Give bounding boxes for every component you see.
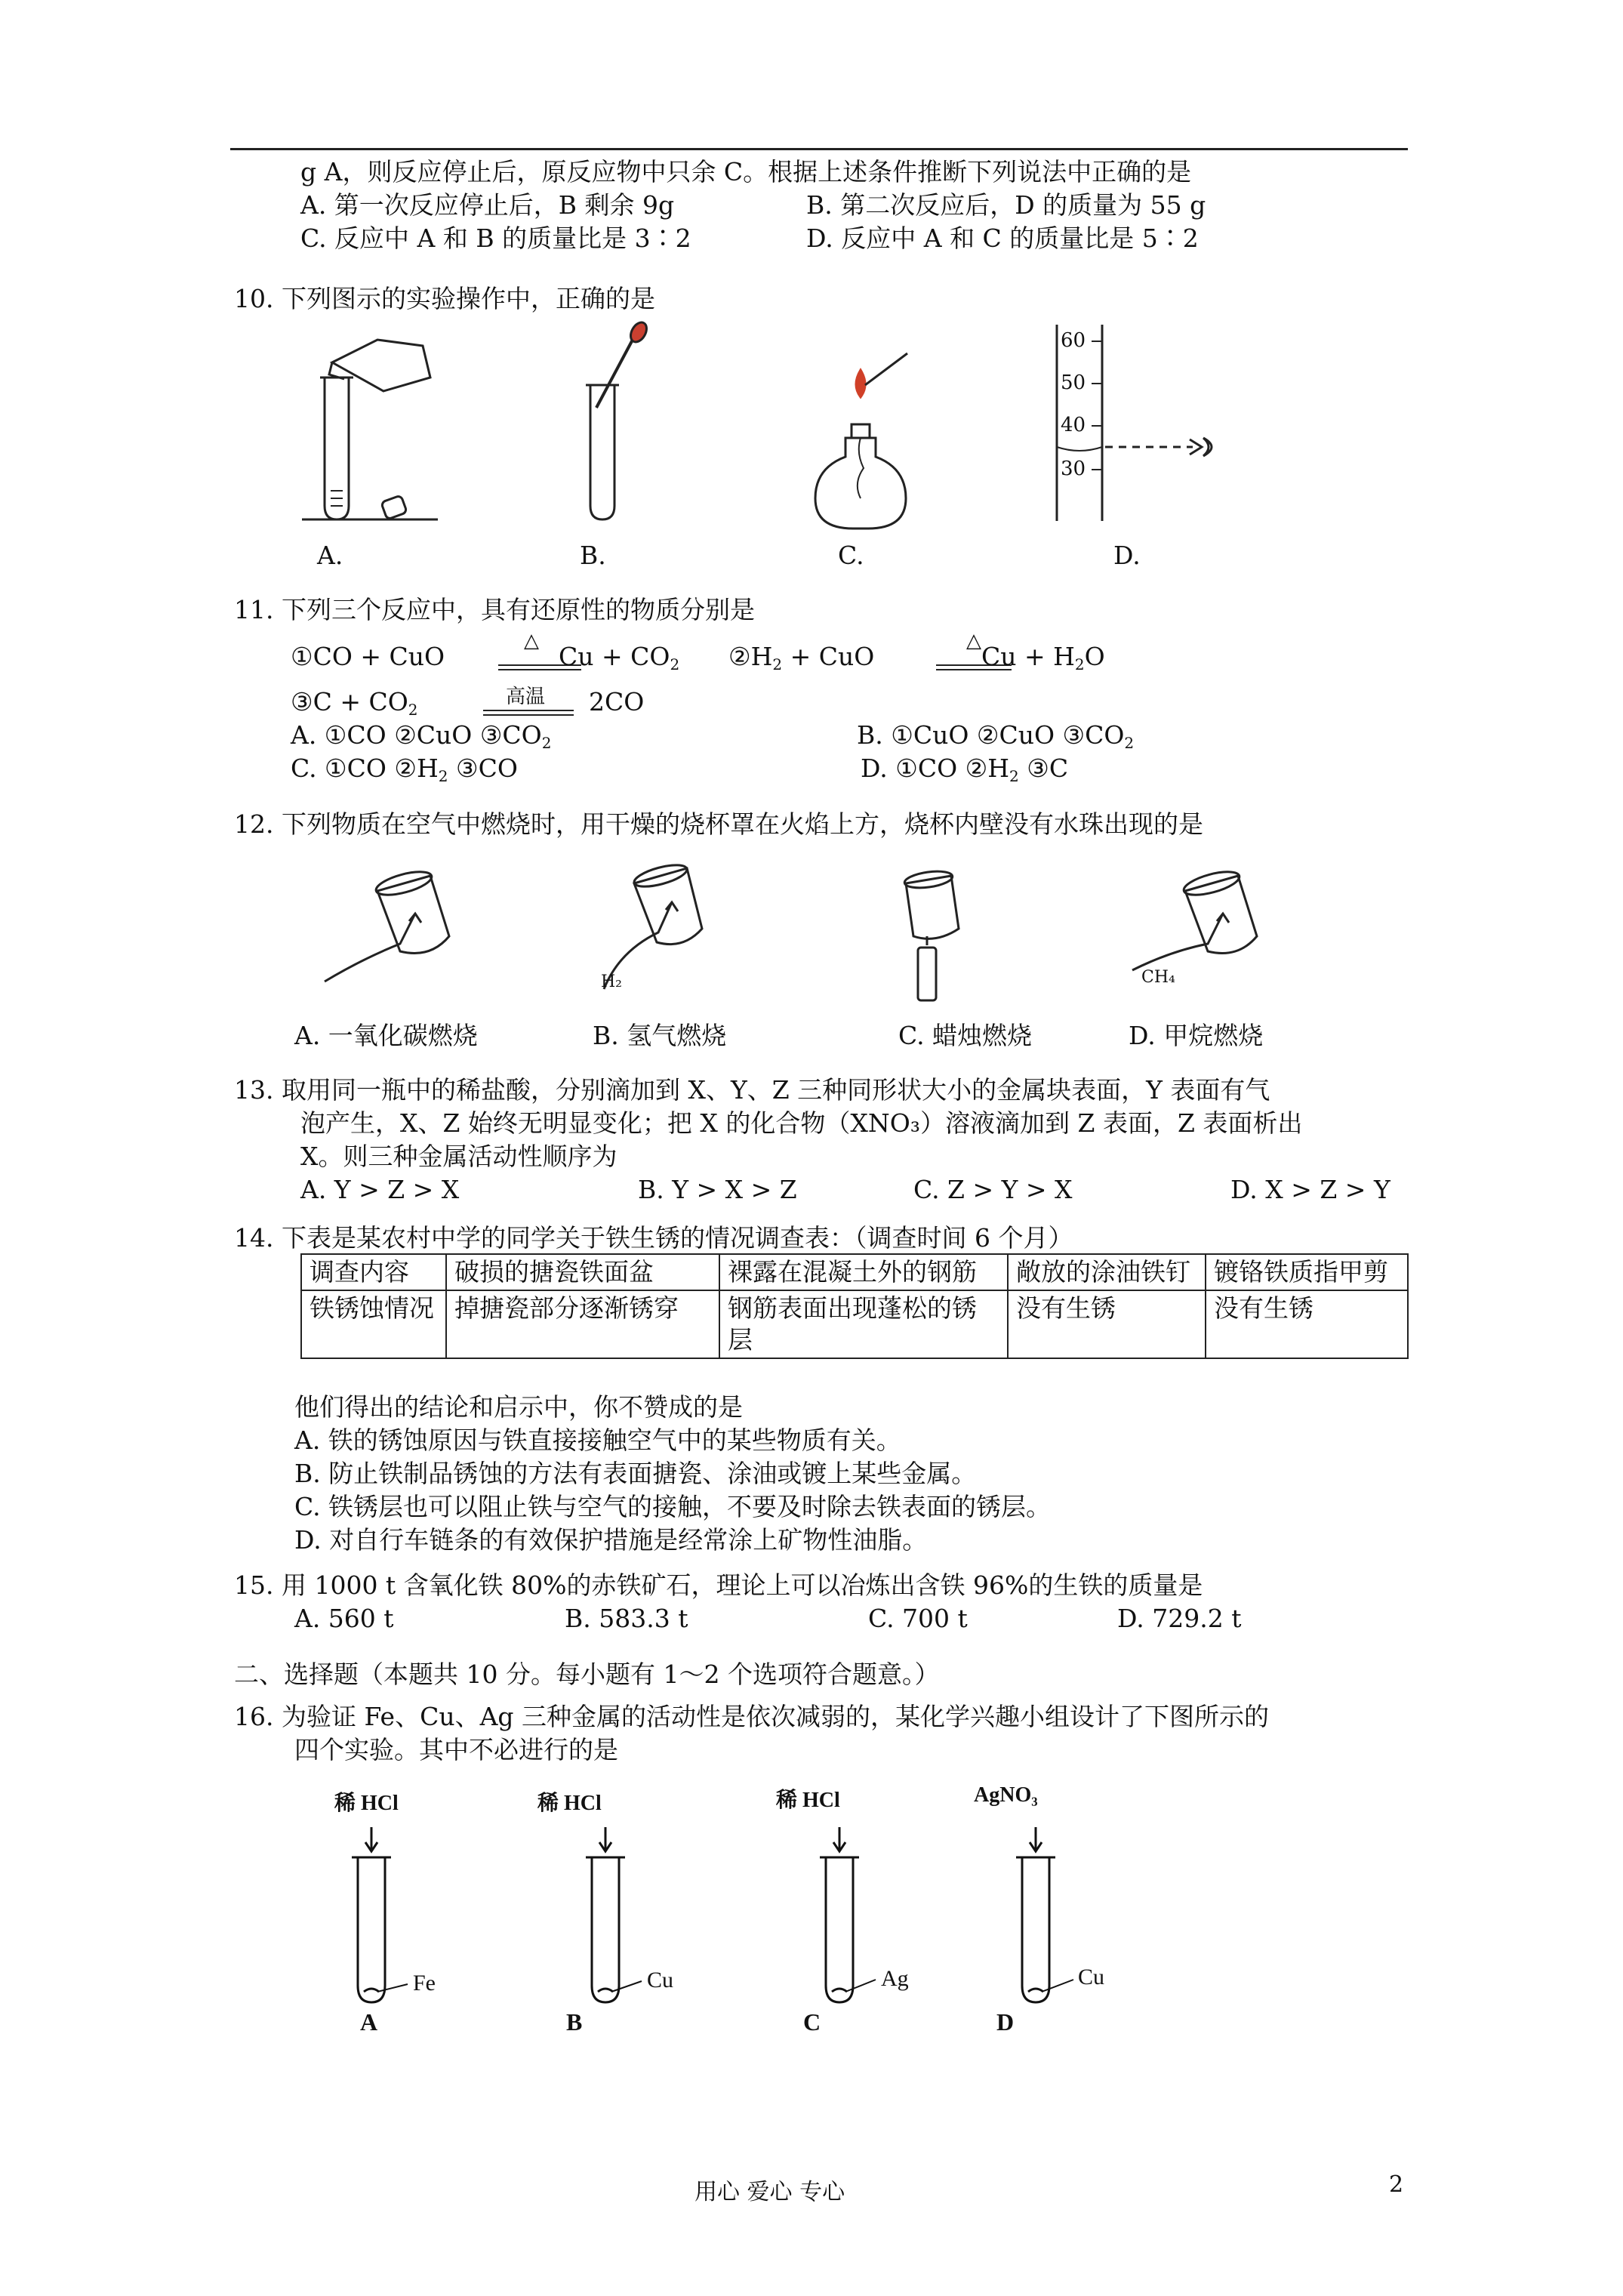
- q11-r3-right: 2CO: [589, 687, 645, 717]
- q11-option-d: D. ①CO $②H_2$ ③C: [861, 754, 1069, 785]
- q11-r3-arrow-bottom: [483, 714, 574, 716]
- table-cell: 没有生锈: [1206, 1290, 1408, 1358]
- q13-line-1: 13. 取用同一瓶中的稀盐酸，分别滴加到 X、Y、Z 三种同形状大小的金属块表面，Y 表面有气: [234, 1075, 1270, 1105]
- q15-option-b: B. 583.3 t: [565, 1604, 688, 1633]
- q16-label-d: D: [996, 2008, 1015, 2036]
- q11-option-c: C. ①CO $②H_2$ ③CO: [291, 754, 518, 785]
- q14-stem: 14. 下表是某农村中学的同学关于铁生锈的情况调查表：（调查时间 6 个月）: [234, 1223, 1073, 1253]
- q16-reagent-a: 稀 HCl: [334, 1792, 399, 1815]
- q15-option-a: A. 560 t: [294, 1604, 394, 1633]
- table-cell: 没有生锈: [1008, 1290, 1206, 1358]
- q16-line-1: 16. 为验证 Fe、Cu、Ag 三种金属的活动性是依次减弱的，某化学兴趣小组设计了下图所示的: [234, 1702, 1270, 1731]
- q10-fig-b: [586, 319, 650, 519]
- q11-r1-right: $Cu + CO_2$: [559, 642, 680, 673]
- q16-metal-c: Ag: [881, 1966, 909, 1991]
- q12-option-d: D. 甲烷燃烧: [1129, 1021, 1264, 1050]
- q16-figures: [325, 1782, 1155, 2039]
- table-cell: 钢筋表面出现蓬松的锈层: [719, 1290, 1008, 1358]
- q12-stem: 12. 下列物质在空气中燃烧时，用干燥的烧杯罩在火焰上方，烧杯内壁没有水珠出现的是: [234, 809, 1203, 839]
- q9-option-b: B. 第二次反应后，D 的质量为 55 g: [806, 190, 1206, 220]
- q14-option-a: A. 铁的锈蚀原因与铁直接接触空气中的某些物质有关。: [294, 1425, 901, 1455]
- q10-label-c: C.: [838, 541, 864, 570]
- q11-r1-cond: △: [524, 630, 539, 652]
- q13-line-2: 泡产生，X、Z 始终无明显变化；把 X 的化合物（XNO₃）溶液滴加到 Z 表面，Z 表面析出: [300, 1108, 1303, 1138]
- q10-tick-30: 30: [1061, 458, 1086, 480]
- q11-r2-left: $②H_2$ + CuO: [728, 642, 875, 673]
- q16-tube-c: [820, 1827, 876, 2002]
- q12-fig-a: [325, 868, 449, 982]
- q12-fig-h2-label: H₂: [601, 972, 623, 991]
- q11-r2-cond: △: [966, 630, 981, 652]
- section-2-heading: 二、选择题（本题共 10 分。每小题有 1～2 个选项符合题意。）: [234, 1660, 940, 1689]
- q16-reagent-b: 稀 HCl: [537, 1792, 602, 1815]
- table-cell: 破损的搪瓷铁面盆: [446, 1254, 719, 1290]
- q16-tube-d: [1016, 1827, 1073, 2002]
- q10-label-d: D.: [1113, 541, 1141, 570]
- q16-label-a: A: [360, 2008, 378, 2036]
- q16-label-b: B: [566, 2008, 583, 2036]
- q16-tube-b: [586, 1827, 642, 2002]
- q13-option-d: D. X > Z > Y: [1230, 1175, 1390, 1204]
- page-number: 2: [1389, 2171, 1404, 2198]
- q14-survey-table: [300, 1253, 1409, 1359]
- table-cell: 裸露在混凝土外的钢筋: [719, 1254, 1008, 1290]
- table-cell: 铁锈蚀情况: [301, 1290, 446, 1358]
- q13-line-3: X。则三种金属活动性顺序为: [300, 1142, 617, 1171]
- q9-tail-line: g A，则反应停止后，原反应物中只余 C。根据上述条件推断下列说法中正确的是: [300, 157, 1192, 186]
- q13-option-c: C. Z > Y > X: [913, 1175, 1073, 1204]
- header-rule: [230, 148, 1408, 150]
- q12-option-a: A. 一氧化碳燃烧: [294, 1021, 478, 1050]
- footer-motto: 用心 爱心 专心: [694, 2179, 845, 2205]
- q14-option-c: C. 铁锈层也可以阻止铁与空气的接触，不要及时除去铁表面的锈层。: [294, 1492, 1052, 1521]
- q11-r2-right: $Cu + H_2O$: [981, 642, 1105, 673]
- q10-label-b: B.: [580, 541, 606, 570]
- q15-option-c: C. 700 t: [868, 1604, 968, 1633]
- q16-label-c: C: [803, 2008, 821, 2036]
- q10-fig-c: [815, 353, 907, 529]
- table-cell: 调查内容: [301, 1254, 446, 1290]
- q13-option-b: B. Y > X > Z: [638, 1175, 797, 1204]
- q13-option-a: A. Y > Z > X: [300, 1175, 460, 1204]
- q9-option-a: A. 第一次反应停止后，B 剩余 9g: [300, 190, 675, 220]
- table-cell: 掉搪瓷部分逐渐锈穿: [446, 1290, 719, 1358]
- q11-r1-left: ①CO + CuO: [291, 642, 445, 671]
- q11-r3-arrow-top: [483, 710, 574, 711]
- q11-r3-left: ③C + $CO_2$: [291, 687, 418, 719]
- table-cell: 敞放的涂油铁钉: [1008, 1254, 1206, 1290]
- q11-option-b: B. ①CuO ②CuO $③CO_2$: [857, 720, 1135, 752]
- q14-option-b: B. 防止铁制品锈蚀的方法有表面搪瓷、涂油或镀上某些金属。: [294, 1459, 977, 1488]
- table-cell: 镀铬铁质指甲剪: [1206, 1254, 1408, 1290]
- q14-option-d: D. 对自行车链条的有效保护措施是经常涂上矿物性油脂。: [294, 1525, 928, 1555]
- q10-stem: 10. 下列图示的实验操作中，正确的是: [234, 284, 655, 313]
- q16-metal-b: Cu: [647, 1968, 674, 1992]
- q12-fig-b: [604, 861, 702, 989]
- q10-tick-60: 60: [1061, 329, 1086, 352]
- q12-option-c: C. 蜡烛燃烧: [898, 1021, 1033, 1050]
- q11-stem: 11. 下列三个反应中，具有还原性的物质分别是: [234, 595, 755, 624]
- q14-follow-up: 他们得出的结论和启示中，你不赞成的是: [294, 1392, 743, 1422]
- q10-tick-50: 50: [1061, 371, 1086, 394]
- q12-fig-ch4-label: CH₄: [1141, 968, 1175, 987]
- q16-reagent-d: AgNO₃: [974, 1783, 1038, 1807]
- q9-option-d: D. 反应中 A 和 C 的质量比是 5∶2: [806, 223, 1199, 253]
- q12-fig-d: [1132, 868, 1257, 970]
- q12-option-b: B. 氢气燃烧: [593, 1021, 727, 1050]
- q15-option-d: D. 729.2 t: [1117, 1604, 1242, 1633]
- q15-stem: 15. 用 1000 t 含氧化铁 80%的赤铁矿石，理论上可以冶炼出含铁 96%的生铁的质量是: [234, 1570, 1203, 1600]
- table-row: [301, 1254, 1408, 1290]
- q16-tube-a: [352, 1827, 408, 2002]
- q10-tick-40: 40: [1061, 414, 1086, 436]
- q10-figures: [287, 325, 1306, 529]
- q16-metal-a: Fe: [413, 1971, 436, 1996]
- q12-fig-c: [904, 869, 959, 1000]
- q10-label-a: A.: [317, 541, 343, 570]
- q9-option-c: C. 反应中 A 和 B 的质量比是 3∶2: [300, 223, 691, 253]
- q11-option-a: A. ①CO ②CuO $③CO_2$: [291, 720, 552, 752]
- table-row: [301, 1290, 1408, 1358]
- q11-r3-cond: 高温: [506, 686, 546, 708]
- q16-metal-d: Cu: [1078, 1965, 1105, 1989]
- q16-line-2: 四个实验。其中不必进行的是: [294, 1735, 618, 1764]
- q16-reagent-c: 稀 HCl: [776, 1789, 840, 1812]
- q10-fig-a: [302, 340, 438, 519]
